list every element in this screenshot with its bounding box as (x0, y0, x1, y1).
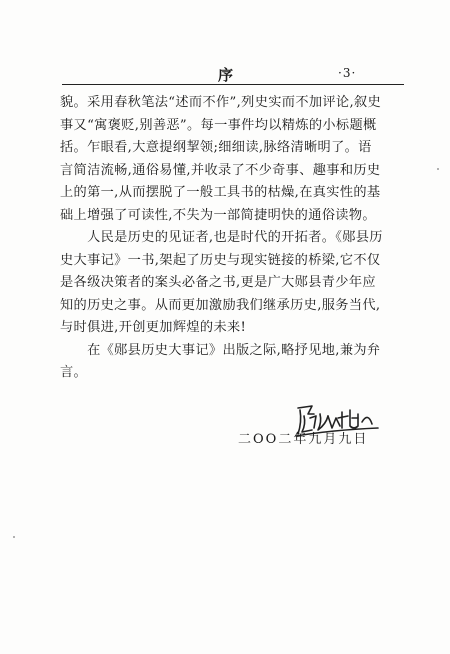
text-line: 史大事记》一书,架起了历史与现实链接的桥梁,它不仅 (60, 252, 381, 268)
paper-speck (437, 168, 439, 170)
text-line: 言。 (60, 365, 88, 380)
text-line: 括。乍眼看,大意提纲挈领;细细读,脉络清晰明了。语 (60, 140, 372, 155)
text-line: 在《郧县历史大事记》出版之际,略抒见地,兼为弁 (60, 342, 381, 358)
text-line: 貌。采用春秋笔法“述而不作”,列史实而不加评论,叙史 (60, 95, 382, 110)
text-line: 是各级决策者的案头必备之书,更是广大郧县青少年应 (60, 275, 376, 290)
text-line: 上的第一,从而摆脱了一般工具书的枯燥,在真实性的基 (60, 185, 381, 200)
text-line: 与时俱进,开创更加辉煌的未来! (60, 320, 247, 335)
text-line: 事又“寓褒贬,别善恶”。每一事件均以精炼的小标题概 (60, 117, 377, 133)
running-header-title: 序 (218, 66, 234, 84)
text-line: 人民是历史的见证者,也是时代的开拓者。《郧县历 (60, 230, 383, 245)
text-line: 言简洁流畅,通俗易懂,并收录了不少奇事、趣事和历史 (60, 162, 381, 178)
body-text (60, 92, 410, 385)
page-number: ·3· (338, 66, 357, 80)
signature-date: 二OO二年九月九日 (238, 432, 369, 447)
header-divider (62, 84, 404, 85)
text-line: 础上增强了可读性,不失为一部简捷明快的通俗读物。 (60, 207, 376, 223)
text-line: 知的历史之事。从而更加激励我们继承历史,服务当代, (60, 297, 381, 313)
paper-speck (13, 536, 15, 538)
